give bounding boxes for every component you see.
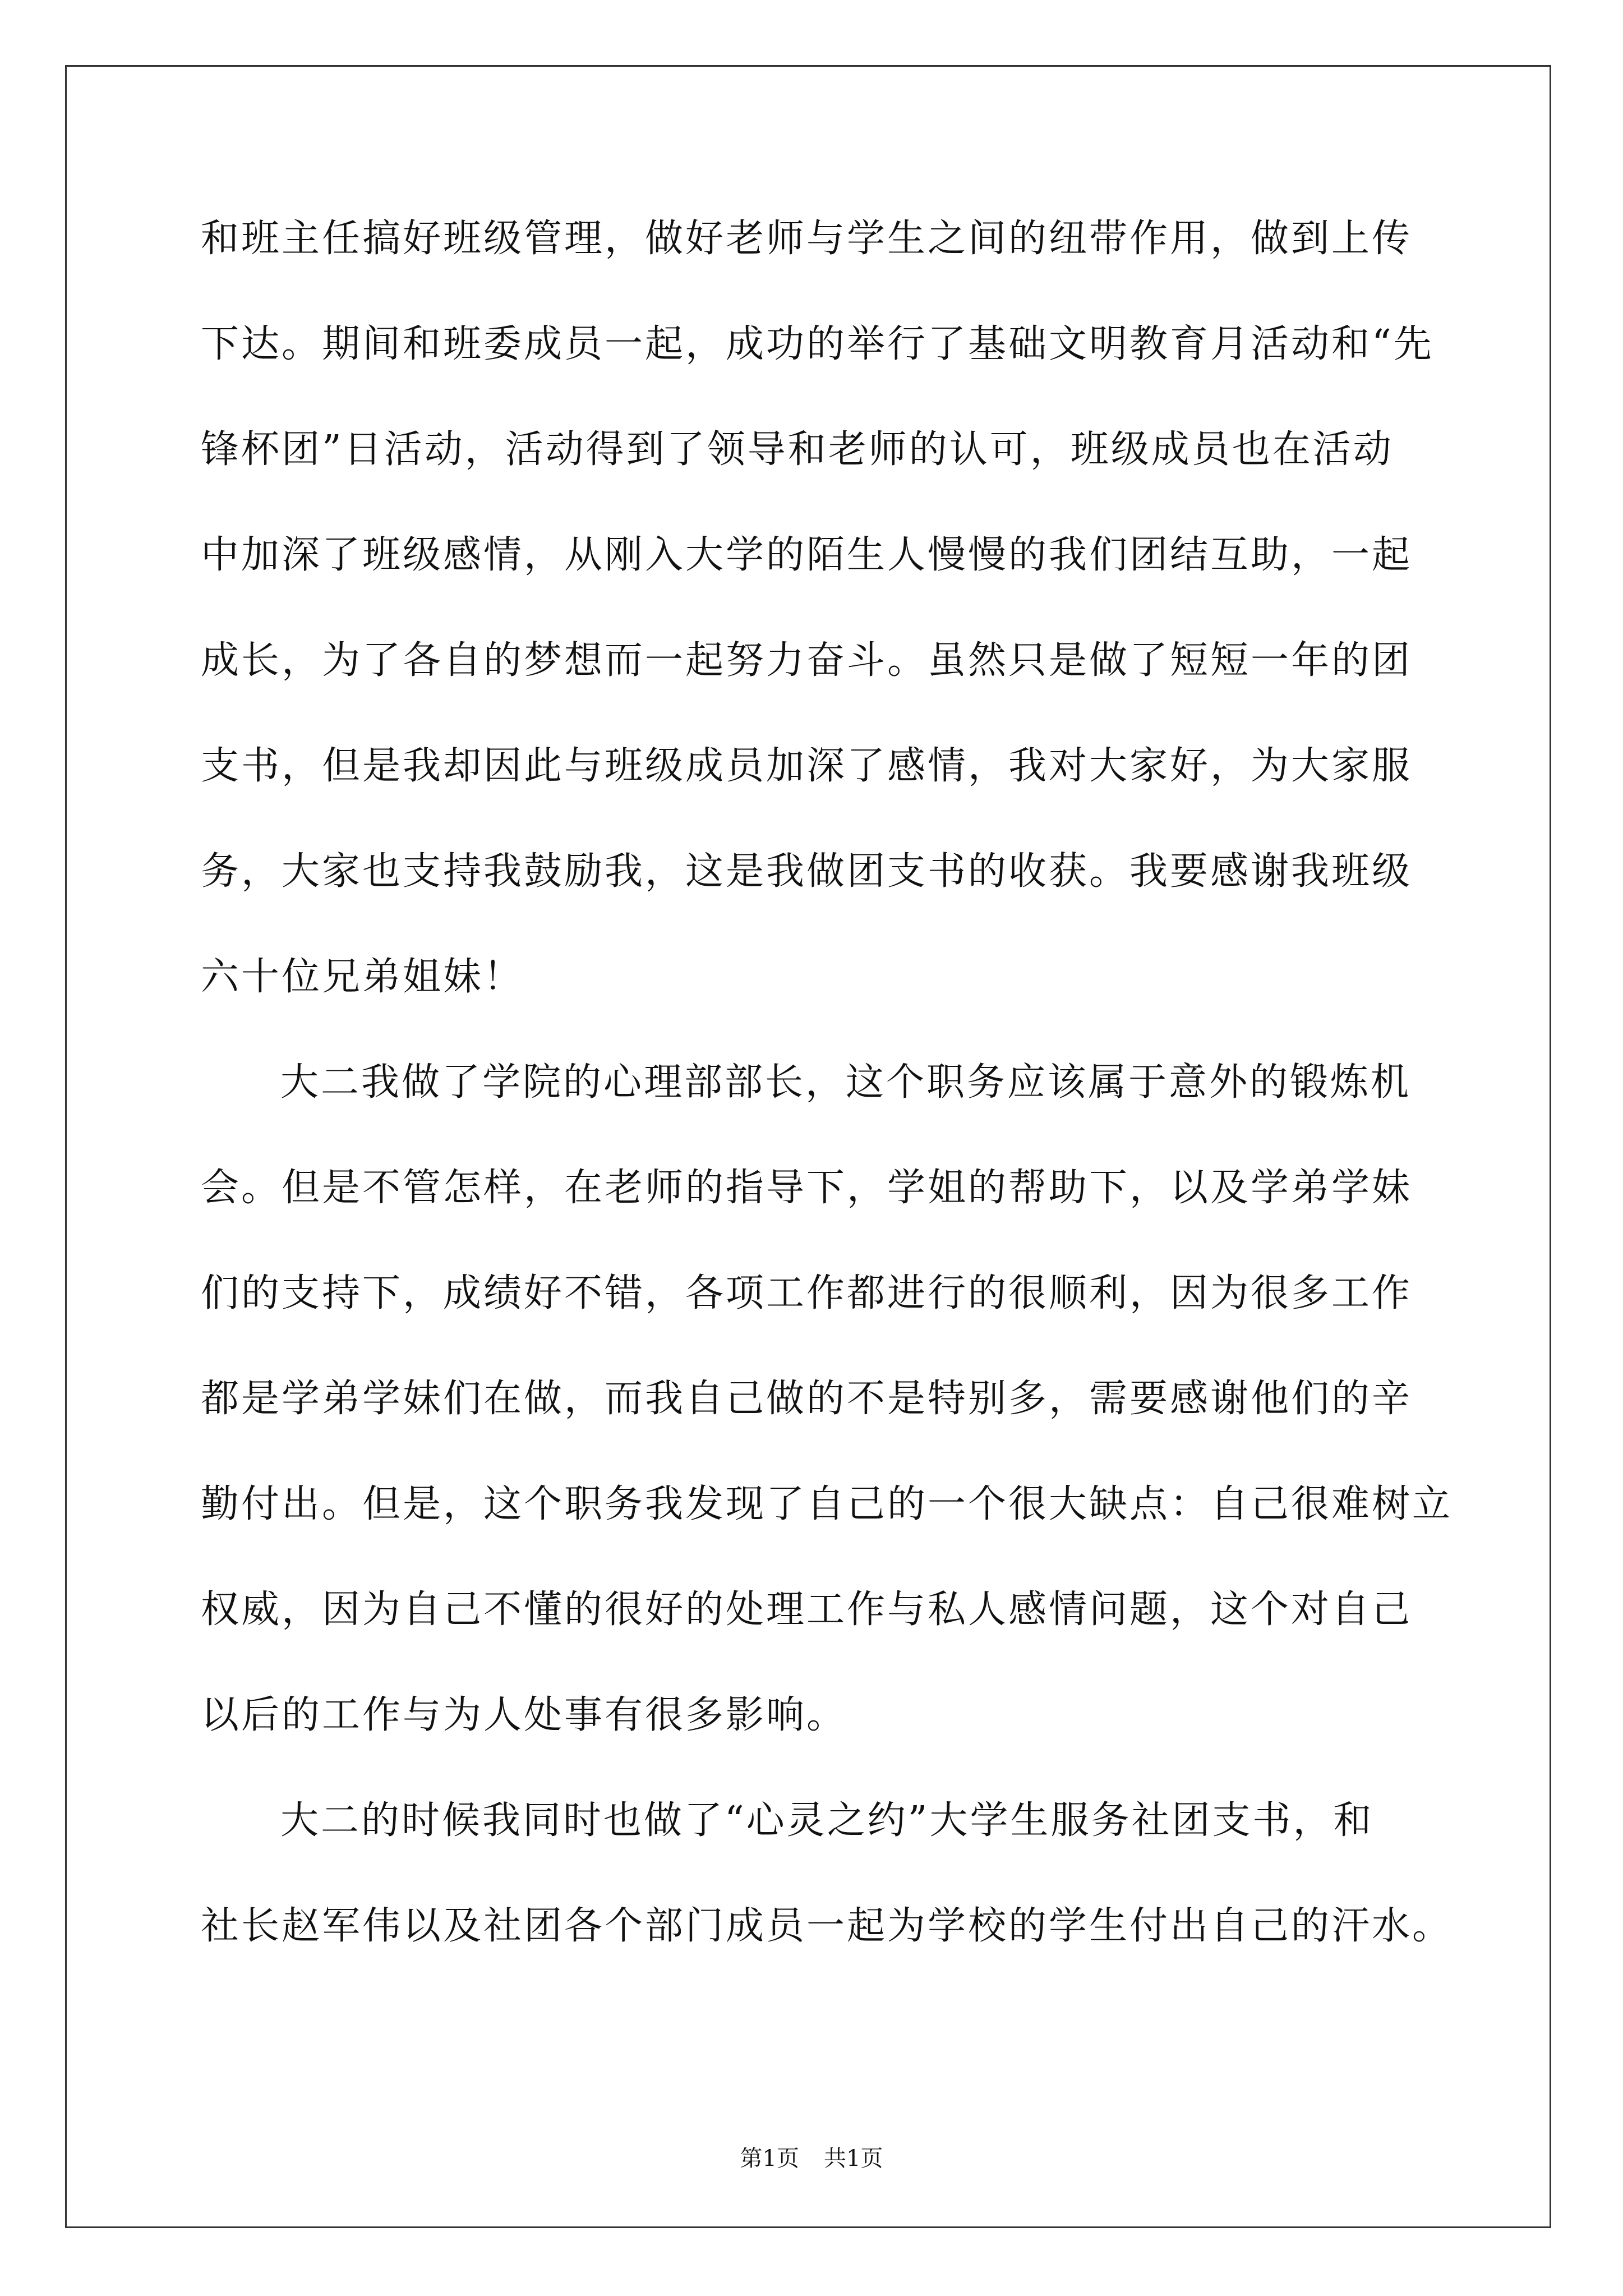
text-line: 会。但是不管怎样，在老师的指导下，学姐的帮助下，以及学弟学妹	[201, 1166, 1413, 1210]
document-body	[201, 208, 1453, 2000]
text-line: 六十位兄弟姐妹！	[201, 955, 524, 999]
text-line: 中加深了班级感情，从刚入大学的陌生人慢慢的我们团结互助，一起	[201, 533, 1413, 577]
text-line: 锋杯团”日活动，活动得到了领导和老师的认可，班级成员也在活动	[201, 427, 1394, 472]
page-number: 第1页	[740, 2146, 799, 2171]
text-line: 下达。期间和班委成员一起，成功的举行了基础文明教育月活动和“先	[201, 322, 1434, 366]
text-line: 成长，为了各自的梦想而一起努力奋斗。虽然只是做了短短一年的团	[201, 638, 1413, 683]
text-line: 们的支持下，成绩好不错，各项工作都进行的很顺利，因为很多工作	[201, 1271, 1413, 1315]
text-line: 支书，但是我却因此与班级成员加深了感情，我对大家好，为大家服	[201, 744, 1413, 788]
text-line: 和班主任搞好班级管理，做好老师与学生之间的纽带作用，做到上传	[201, 217, 1413, 261]
text-line: 勤付出。但是，这个职务我发现了自己的一个很大缺点：自己很难树立	[201, 1482, 1453, 1526]
page-total: 共1页	[824, 2146, 883, 2171]
text-line: 以后的工作与为人处事有很多影响。	[201, 1693, 847, 1737]
page-footer	[0, 2142, 1623, 2175]
text-line: 权威，因为自己不懂的很好的处理工作与私人感情问题，这个对自己	[201, 1588, 1413, 1632]
text-line: 大二我做了学院的心理部部长，这个职务应该属于意外的锻炼机	[280, 1060, 1412, 1105]
text-line: 社长赵军伟以及社团各个部门成员一起为学校的学生付出自己的汗水。	[201, 1904, 1453, 1948]
text-line: 都是学弟学妹们在做，而我自己做的不是特别多，需要感谢他们的辛	[201, 1377, 1413, 1421]
text-line: 务，大家也支持我鼓励我，这是我做团支书的收获。我要感谢我班级	[201, 849, 1413, 894]
text-line: 大二的时候我同时也做了“心灵之约”大学生服务社团支书，和	[280, 1798, 1374, 1843]
